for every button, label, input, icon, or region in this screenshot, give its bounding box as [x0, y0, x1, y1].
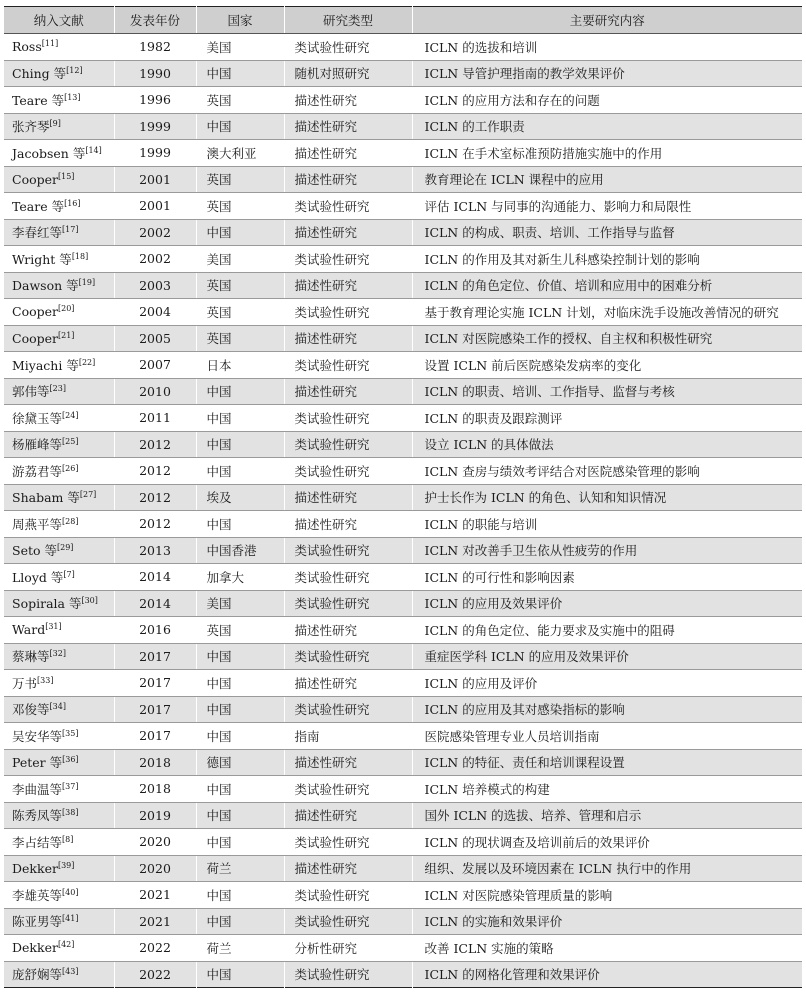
- cell-author: [4, 246, 114, 273]
- author-name: Dekker: [12, 940, 58, 956]
- cell-country: 中国: [196, 829, 284, 856]
- citation-ref: [42]: [57, 940, 75, 950]
- cell-author: [4, 458, 114, 485]
- cell-author: [4, 140, 114, 167]
- table-row: [4, 802, 802, 829]
- author-name: Ross: [12, 39, 42, 55]
- cell-year: 2005: [114, 325, 196, 352]
- cell-author: [4, 961, 114, 988]
- author-name: 郭伟等: [12, 384, 50, 400]
- citation-ref: [33]: [37, 675, 54, 685]
- citation-ref: [29]: [56, 543, 74, 553]
- cell-country: 英国: [196, 272, 284, 299]
- literature-table: [4, 6, 802, 988]
- author-name: 张齐琴: [12, 119, 50, 135]
- cell-year: 2001: [114, 166, 196, 193]
- cell-content: 国外 ICLN 的选拔、培养、管理和启示: [412, 802, 802, 829]
- author-name: 蔡琳等: [12, 649, 50, 665]
- cell-country: 中国: [196, 431, 284, 458]
- cell-year: 1996: [114, 87, 196, 114]
- cell-author: [4, 643, 114, 670]
- cell-content: ICLN 的作用及其对新生儿科感染控制计划的影响: [412, 246, 802, 273]
- citation-ref: [18]: [71, 251, 89, 261]
- table-row: [4, 882, 802, 909]
- cell-year: 2021: [114, 908, 196, 935]
- author-name: 庞舒娴等: [12, 967, 63, 983]
- cell-year: 2018: [114, 749, 196, 776]
- citation-ref: [24]: [62, 410, 79, 420]
- author-name: 李雄英等: [12, 887, 63, 903]
- cell-content: 医院感染管理专业人员培训指南: [412, 723, 802, 750]
- cell-country: 中国: [196, 643, 284, 670]
- cell-content: 护士长作为 ICLN 的角色、认知和知识情况: [412, 484, 802, 511]
- table-row: [4, 723, 802, 750]
- header-study-type: 研究类型: [284, 7, 412, 34]
- cell-author: [4, 908, 114, 935]
- citation-ref: [43]: [62, 967, 79, 977]
- cell-study-type: 描述性研究: [284, 325, 412, 352]
- cell-country: 中国香港: [196, 537, 284, 564]
- cell-country: 德国: [196, 749, 284, 776]
- author-name: 李春红等: [12, 225, 63, 241]
- cell-study-type: 随机对照研究: [284, 60, 412, 87]
- table-row: [4, 458, 802, 485]
- cell-study-type: 类试验性研究: [284, 696, 412, 723]
- cell-content: 设置 ICLN 前后医院感染发病率的变化: [412, 352, 802, 379]
- cell-content: ICLN 的实施和效果评价: [412, 908, 802, 935]
- cell-study-type: 描述性研究: [284, 749, 412, 776]
- cell-year: 2012: [114, 431, 196, 458]
- cell-country: 美国: [196, 246, 284, 273]
- cell-year: 2017: [114, 643, 196, 670]
- cell-content: ICLN 的网格化管理和效果评价: [412, 961, 802, 988]
- table-row: [4, 749, 802, 776]
- cell-content: 评估 ICLN 与同事的沟通能力、影响力和局限性: [412, 193, 802, 220]
- table-row: [4, 87, 802, 114]
- cell-author: [4, 723, 114, 750]
- cell-study-type: 类试验性研究: [284, 352, 412, 379]
- table-row: [4, 219, 802, 246]
- cell-country: 中国: [196, 405, 284, 432]
- cell-year: 2018: [114, 776, 196, 803]
- cell-content: ICLN 的构成、职责、培训、工作指导与监督: [412, 219, 802, 246]
- citation-ref: [22]: [78, 357, 96, 367]
- author-name: Teare 等: [12, 198, 65, 214]
- citation-ref: [28]: [62, 516, 79, 526]
- cell-country: 英国: [196, 193, 284, 220]
- cell-year: 2019: [114, 802, 196, 829]
- table-row: [4, 166, 802, 193]
- cell-country: 中国: [196, 219, 284, 246]
- header-country: 国家: [196, 7, 284, 34]
- cell-country: 英国: [196, 325, 284, 352]
- cell-author: [4, 537, 114, 564]
- author-name: 陈亚男等: [12, 914, 63, 930]
- citation-ref: [15]: [58, 171, 75, 181]
- cell-year: 2020: [114, 829, 196, 856]
- cell-author: [4, 564, 114, 591]
- author-name: Ching 等: [12, 66, 67, 82]
- cell-study-type: 类试验性研究: [284, 431, 412, 458]
- author-name: 李占结等: [12, 834, 63, 850]
- cell-author: [4, 776, 114, 803]
- cell-year: 2017: [114, 696, 196, 723]
- cell-study-type: 类试验性研究: [284, 299, 412, 326]
- table-row: [4, 34, 802, 61]
- cell-country: 荷兰: [196, 935, 284, 962]
- cell-study-type: 类试验性研究: [284, 882, 412, 909]
- cell-country: 中国: [196, 113, 284, 140]
- cell-country: 中国: [196, 670, 284, 697]
- cell-author: [4, 166, 114, 193]
- citation-ref: [25]: [62, 437, 79, 447]
- cell-content: 基于教育理论实施 ICLN 计划，对临床洗手设施改善情况的研究: [412, 299, 802, 326]
- cell-content: ICLN 的工作职责: [412, 113, 802, 140]
- cell-year: 2012: [114, 484, 196, 511]
- cell-content: ICLN 的应用方法和存在的问题: [412, 87, 802, 114]
- cell-author: [4, 272, 114, 299]
- cell-country: 荷兰: [196, 855, 284, 882]
- cell-year: 2007: [114, 352, 196, 379]
- citation-ref: [38]: [62, 808, 79, 818]
- cell-country: 英国: [196, 617, 284, 644]
- literature-table-container: [4, 6, 802, 988]
- citation-ref: [39]: [57, 860, 75, 870]
- cell-country: 澳大利亚: [196, 140, 284, 167]
- cell-country: 中国: [196, 696, 284, 723]
- citation-ref: [8]: [62, 834, 74, 844]
- cell-study-type: 描述性研究: [284, 272, 412, 299]
- table-body: [4, 34, 802, 988]
- cell-author: [4, 829, 114, 856]
- cell-study-type: 描述性研究: [284, 140, 412, 167]
- author-name: Ward: [12, 622, 46, 638]
- cell-content: ICLN 的职责、培训、工作指导、监督与考核: [412, 378, 802, 405]
- cell-year: 2001: [114, 193, 196, 220]
- cell-year: 2004: [114, 299, 196, 326]
- citation-ref: [7]: [63, 569, 75, 579]
- cell-country: 中国: [196, 511, 284, 538]
- table-row: [4, 590, 802, 617]
- cell-content: ICLN 的现状调查及培训前后的效果评价: [412, 829, 802, 856]
- cell-country: 中国: [196, 60, 284, 87]
- cell-content: ICLN 对改善手卫生依从性疲劳的作用: [412, 537, 802, 564]
- citation-ref: [35]: [62, 728, 79, 738]
- cell-country: 中国: [196, 961, 284, 988]
- cell-content: ICLN 的可行性和影响因素: [412, 564, 802, 591]
- cell-study-type: 描述性研究: [284, 670, 412, 697]
- citation-ref: [34]: [49, 702, 66, 712]
- cell-country: 中国: [196, 776, 284, 803]
- cell-author: [4, 219, 114, 246]
- author-name: Seto 等: [12, 543, 57, 559]
- cell-study-type: 描述性研究: [284, 802, 412, 829]
- cell-study-type: 类试验性研究: [284, 590, 412, 617]
- cell-study-type: 类试验性研究: [284, 908, 412, 935]
- author-name: 杨雁峰等: [12, 437, 63, 453]
- cell-content: ICLN 在手术室标准预防措施实施中的作用: [412, 140, 802, 167]
- cell-country: 英国: [196, 166, 284, 193]
- cell-study-type: 类试验性研究: [284, 193, 412, 220]
- table-row: [4, 193, 802, 220]
- cell-content: ICLN 培养模式的构建: [412, 776, 802, 803]
- table-row: [4, 643, 802, 670]
- citation-ref: [40]: [62, 887, 79, 897]
- author-name: Miyachi 等: [12, 357, 79, 373]
- cell-content: 教育理论在 ICLN 课程中的应用: [412, 166, 802, 193]
- cell-country: 英国: [196, 87, 284, 114]
- cell-author: [4, 511, 114, 538]
- table-row: [4, 908, 802, 935]
- cell-study-type: 描述性研究: [284, 87, 412, 114]
- citation-ref: [9]: [49, 119, 61, 129]
- table-header-row: [4, 7, 802, 34]
- cell-country: 美国: [196, 590, 284, 617]
- cell-content: ICLN 对医院感染工作的授权、自主权和积极性研究: [412, 325, 802, 352]
- cell-author: [4, 670, 114, 697]
- citation-ref: [30]: [81, 596, 98, 606]
- cell-content: ICLN 对医院感染管理质量的影响: [412, 882, 802, 909]
- cell-author: [4, 617, 114, 644]
- cell-study-type: 描述性研究: [284, 511, 412, 538]
- author-name: Dekker: [12, 860, 58, 876]
- author-name: 陈秀凤等: [12, 808, 63, 824]
- author-name: Lloyd 等: [12, 569, 64, 585]
- table-row: [4, 935, 802, 962]
- cell-year: 2021: [114, 882, 196, 909]
- cell-year: 2016: [114, 617, 196, 644]
- cell-study-type: 类试验性研究: [284, 776, 412, 803]
- cell-study-type: 类试验性研究: [284, 829, 412, 856]
- cell-year: 2012: [114, 511, 196, 538]
- citation-ref: [14]: [85, 145, 102, 155]
- cell-year: 2002: [114, 246, 196, 273]
- cell-study-type: 指南: [284, 723, 412, 750]
- cell-study-type: 类试验性研究: [284, 405, 412, 432]
- table-row: [4, 378, 802, 405]
- cell-author: [4, 935, 114, 962]
- author-name: 邓俊等: [12, 702, 50, 718]
- cell-author: [4, 405, 114, 432]
- cell-study-type: 类试验性研究: [284, 564, 412, 591]
- author-name: 李曲温等: [12, 781, 63, 797]
- cell-content: ICLN 的特征、责任和培训课程设置: [412, 749, 802, 776]
- cell-year: 2020: [114, 855, 196, 882]
- author-name: Cooper: [12, 304, 58, 320]
- table-row: [4, 113, 802, 140]
- table-row: [4, 246, 802, 273]
- table-row: [4, 299, 802, 326]
- cell-author: [4, 87, 114, 114]
- cell-country: 中国: [196, 882, 284, 909]
- cell-year: 1990: [114, 60, 196, 87]
- author-name: Peter 等: [12, 755, 63, 771]
- citation-ref: [16]: [64, 198, 81, 208]
- cell-content: ICLN 的职能与培训: [412, 511, 802, 538]
- cell-study-type: 类试验性研究: [284, 537, 412, 564]
- author-name: Jacobsen 等: [12, 145, 86, 161]
- cell-author: [4, 34, 114, 61]
- citation-ref: [32]: [49, 649, 66, 659]
- cell-author: [4, 855, 114, 882]
- author-name: Cooper: [12, 171, 58, 187]
- cell-author: [4, 882, 114, 909]
- citation-ref: [20]: [58, 304, 75, 314]
- cell-year: 2010: [114, 378, 196, 405]
- author-name: 万书: [12, 675, 38, 691]
- citation-ref: [11]: [41, 39, 59, 49]
- cell-country: 日本: [196, 352, 284, 379]
- cell-author: [4, 352, 114, 379]
- cell-author: [4, 484, 114, 511]
- cell-country: 中国: [196, 378, 284, 405]
- cell-year: 1999: [114, 140, 196, 167]
- citation-ref: [41]: [62, 914, 79, 924]
- cell-study-type: 描述性研究: [284, 855, 412, 882]
- cell-author: [4, 193, 114, 220]
- cell-content: 设立 ICLN 的具体做法: [412, 431, 802, 458]
- cell-country: 美国: [196, 34, 284, 61]
- cell-country: 中国: [196, 723, 284, 750]
- cell-year: 2022: [114, 935, 196, 962]
- cell-content: ICLN 的选拔和培训: [412, 34, 802, 61]
- table-row: [4, 855, 802, 882]
- cell-year: 2022: [114, 961, 196, 988]
- citation-ref: [12]: [66, 66, 83, 76]
- cell-year: 2014: [114, 564, 196, 591]
- table-row: [4, 670, 802, 697]
- cell-year: 2003: [114, 272, 196, 299]
- cell-author: [4, 325, 114, 352]
- table-row: [4, 776, 802, 803]
- table-row: [4, 140, 802, 167]
- table-row: [4, 405, 802, 432]
- cell-content: ICLN 导管护理指南的教学效果评价: [412, 60, 802, 87]
- cell-author: [4, 431, 114, 458]
- cell-year: 1999: [114, 113, 196, 140]
- cell-content: ICLN 的应用及评价: [412, 670, 802, 697]
- cell-content: ICLN 的应用及效果评价: [412, 590, 802, 617]
- cell-year: 2012: [114, 458, 196, 485]
- cell-author: [4, 113, 114, 140]
- cell-year: 2013: [114, 537, 196, 564]
- cell-study-type: 描述性研究: [284, 113, 412, 140]
- cell-author: [4, 749, 114, 776]
- cell-content: ICLN 的角色定位、价值、培训和应用中的困难分析: [412, 272, 802, 299]
- cell-year: 1982: [114, 34, 196, 61]
- author-name: 徐黛玉等: [12, 410, 63, 426]
- cell-country: 中国: [196, 908, 284, 935]
- author-name: Sopirala 等: [12, 596, 82, 612]
- author-name: Wright 等: [12, 251, 72, 267]
- citation-ref: [27]: [79, 490, 97, 500]
- cell-country: 中国: [196, 802, 284, 829]
- table-row: [4, 617, 802, 644]
- table-row: [4, 484, 802, 511]
- citation-ref: [19]: [78, 278, 96, 288]
- cell-content: 重症医学科 ICLN 的应用及效果评价: [412, 643, 802, 670]
- cell-study-type: 类试验性研究: [284, 961, 412, 988]
- header-year: 发表年份: [114, 7, 196, 34]
- author-name: Dawson 等: [12, 278, 79, 294]
- table-row: [4, 564, 802, 591]
- cell-country: 英国: [196, 299, 284, 326]
- author-name: Teare 等: [12, 92, 65, 108]
- cell-author: [4, 299, 114, 326]
- cell-year: 2017: [114, 723, 196, 750]
- cell-author: [4, 696, 114, 723]
- cell-study-type: 描述性研究: [284, 378, 412, 405]
- cell-content: 改善 ICLN 实施的策略: [412, 935, 802, 962]
- cell-author: [4, 802, 114, 829]
- cell-country: 加拿大: [196, 564, 284, 591]
- table-row: [4, 325, 802, 352]
- table-row: [4, 60, 802, 87]
- cell-content: ICLN 的角色定位、能力要求及实施中的阻碍: [412, 617, 802, 644]
- cell-year: 2017: [114, 670, 196, 697]
- cell-country: 中国: [196, 458, 284, 485]
- author-name: 游荔君等: [12, 463, 63, 479]
- table-row: [4, 511, 802, 538]
- author-name: 周燕平等: [12, 516, 63, 532]
- cell-year: 2002: [114, 219, 196, 246]
- cell-content: ICLN 的应用及其对感染指标的影响: [412, 696, 802, 723]
- citation-ref: [17]: [62, 225, 79, 235]
- cell-study-type: 类试验性研究: [284, 643, 412, 670]
- table-row: [4, 352, 802, 379]
- cell-study-type: 类试验性研究: [284, 458, 412, 485]
- citation-ref: [23]: [49, 384, 66, 394]
- cell-study-type: 描述性研究: [284, 219, 412, 246]
- cell-year: 2011: [114, 405, 196, 432]
- table-row: [4, 431, 802, 458]
- cell-content: ICLN 查房与绩效考评结合对医院感染管理的影响: [412, 458, 802, 485]
- citation-ref: [21]: [58, 330, 75, 340]
- header-content: 主要研究内容: [412, 7, 802, 34]
- cell-study-type: 描述性研究: [284, 617, 412, 644]
- table-row: [4, 272, 802, 299]
- cell-content: 组织、发展以及环境因素在 ICLN 执行中的作用: [412, 855, 802, 882]
- table-row: [4, 961, 802, 988]
- cell-study-type: 描述性研究: [284, 166, 412, 193]
- citation-ref: [26]: [62, 463, 79, 473]
- table-row: [4, 696, 802, 723]
- cell-study-type: 分析性研究: [284, 935, 412, 962]
- cell-content: ICLN 的职责及跟踪测评: [412, 405, 802, 432]
- author-name: Shabam 等: [12, 490, 80, 506]
- cell-year: 2014: [114, 590, 196, 617]
- citation-ref: [37]: [62, 781, 79, 791]
- cell-study-type: 类试验性研究: [284, 34, 412, 61]
- cell-study-type: 类试验性研究: [284, 246, 412, 273]
- header-author: 纳入文献: [4, 7, 114, 34]
- citation-ref: [13]: [64, 92, 81, 102]
- cell-study-type: 描述性研究: [284, 484, 412, 511]
- citation-ref: [31]: [45, 622, 62, 632]
- author-name: 吴安华等: [12, 728, 63, 744]
- citation-ref: [36]: [62, 755, 79, 765]
- cell-author: [4, 60, 114, 87]
- cell-country: 埃及: [196, 484, 284, 511]
- table-row: [4, 537, 802, 564]
- table-row: [4, 829, 802, 856]
- cell-author: [4, 590, 114, 617]
- cell-author: [4, 378, 114, 405]
- author-name: Cooper: [12, 330, 58, 346]
